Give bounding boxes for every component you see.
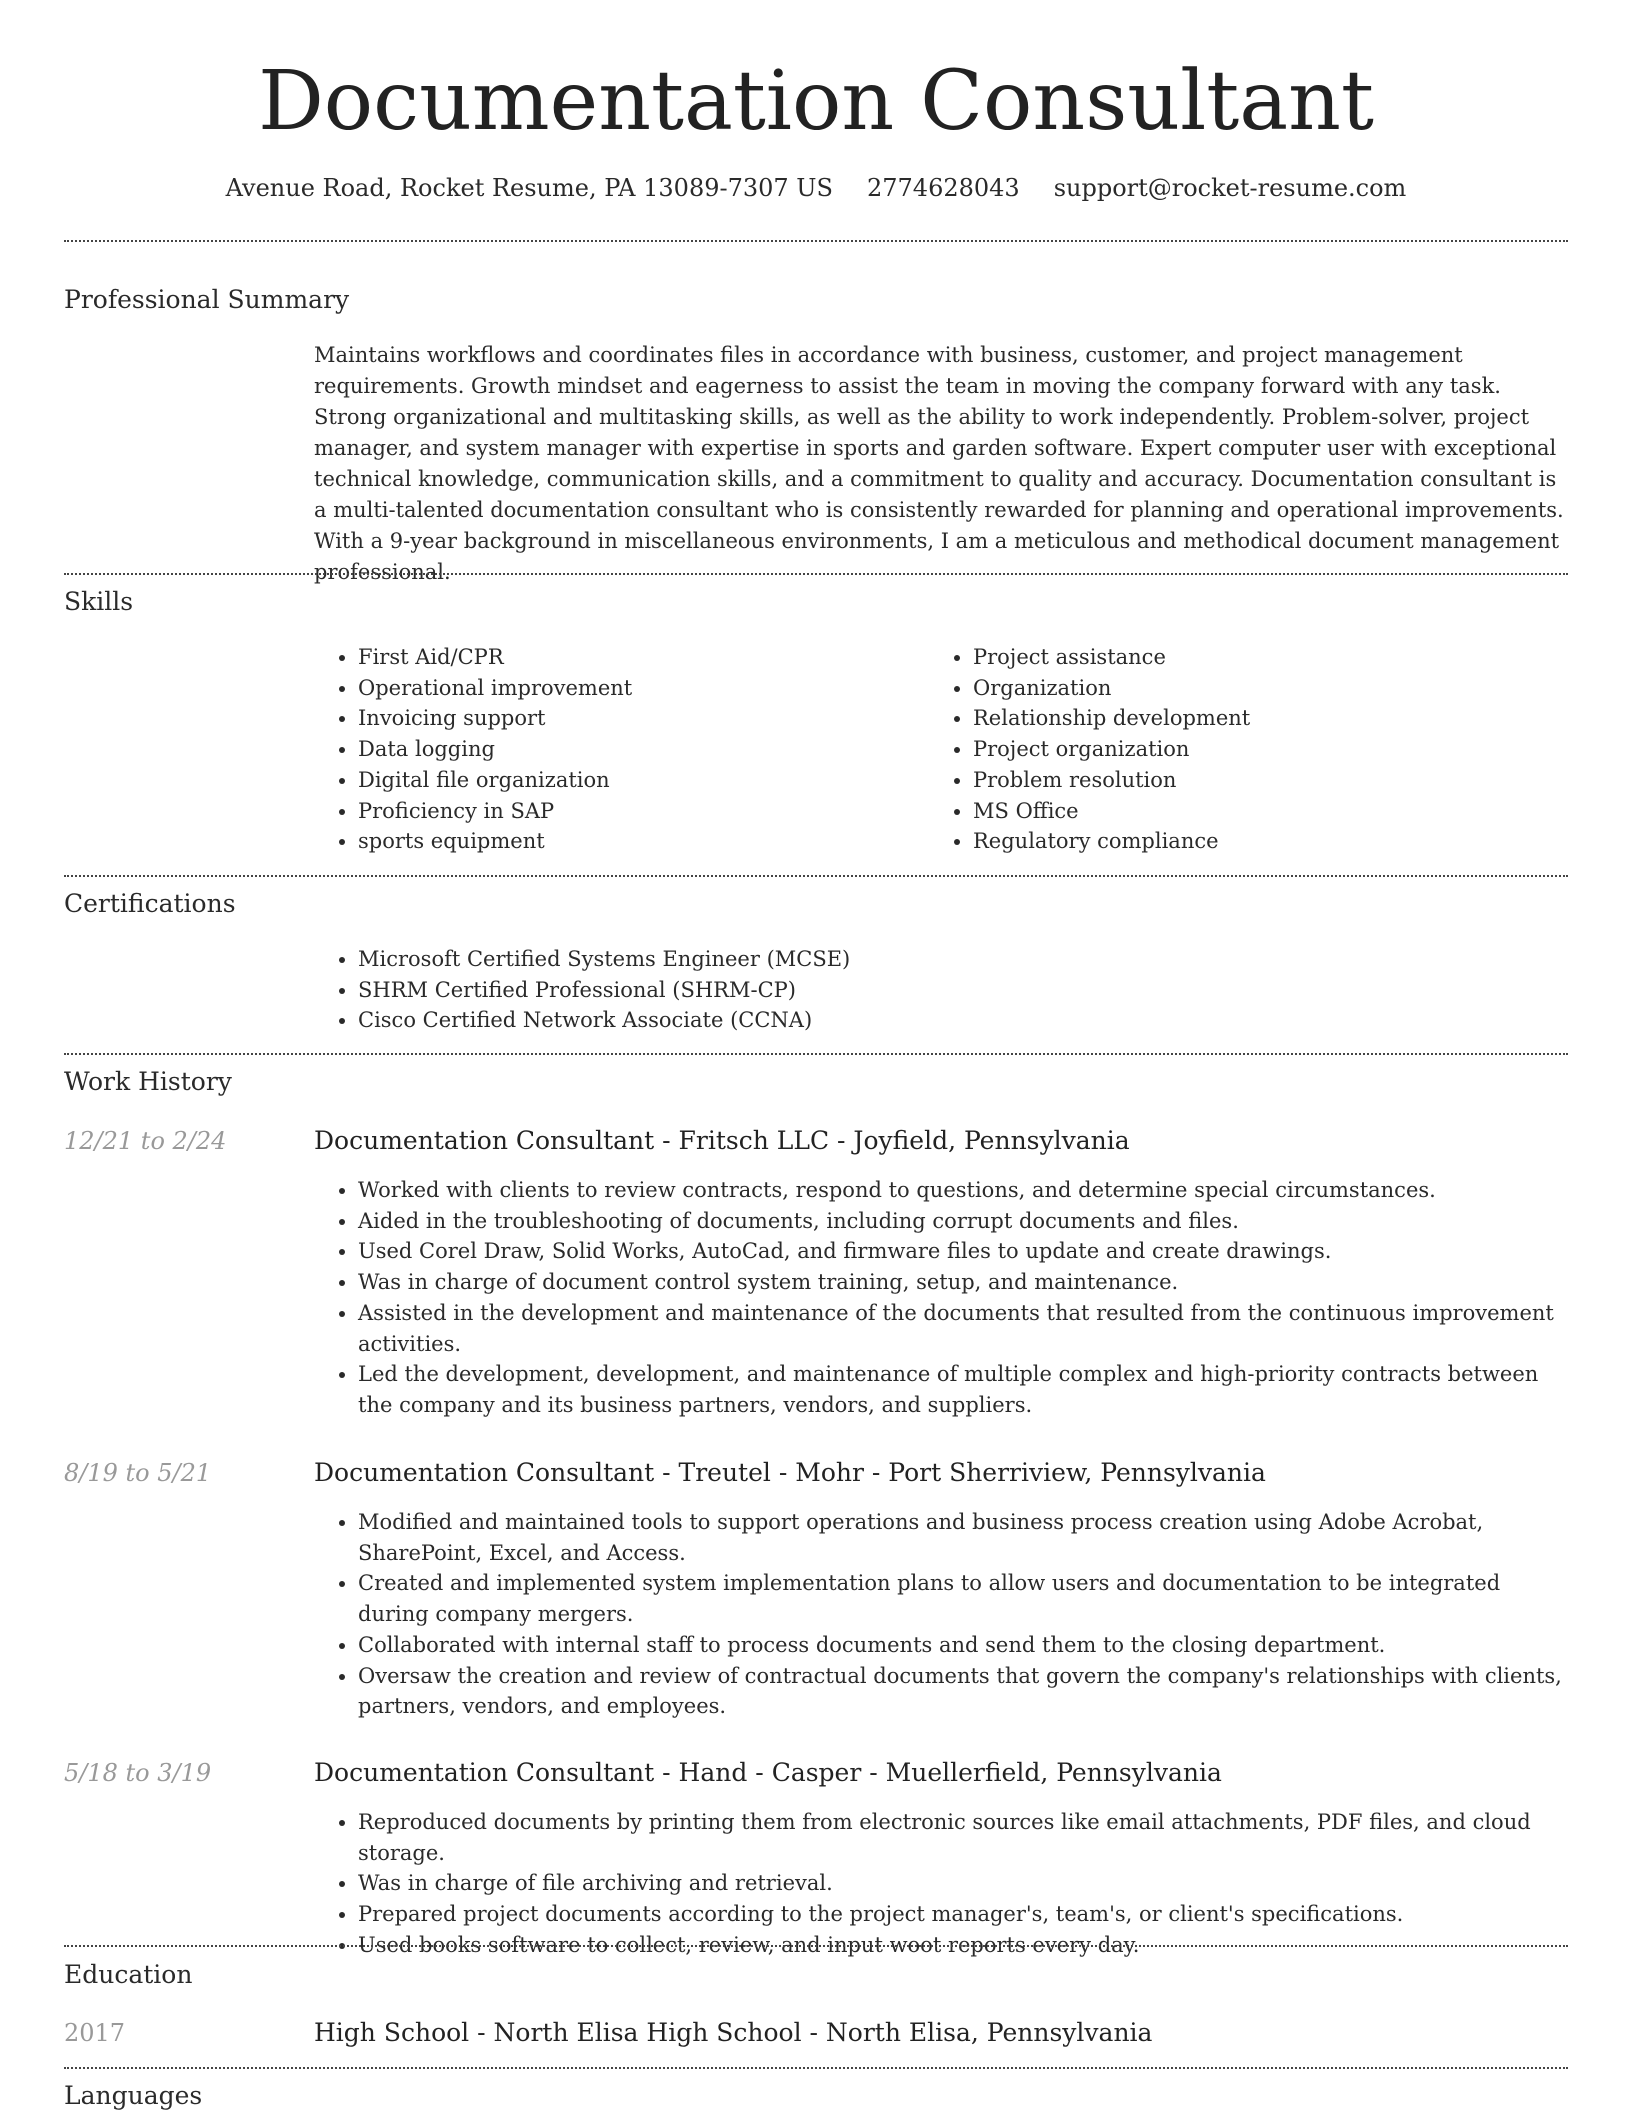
section-divider — [64, 240, 1568, 242]
section-title-work-history: Work History — [64, 1067, 232, 1096]
section-divider — [64, 1945, 1568, 1947]
contact-line — [0, 172, 1632, 204]
job-bullet: • Used books software to collect, review, and input woot reports every day. — [358, 1930, 1598, 1961]
certification-item: • Cisco Certified Network Associate (CCNA) — [358, 1005, 1568, 1036]
skill-item: • Proficiency in SAP — [358, 796, 918, 827]
skill-item: • MS Office — [973, 796, 1573, 827]
job-bullet: • Created and implemented system implementation plans to allow users and documentation to be integrated during company mergers. — [358, 1568, 1568, 1629]
skill-item: • Digital file organization — [358, 765, 918, 796]
job-dates: 12/21 to 2/24 — [64, 1127, 227, 1155]
job-bullet: • Oversaw the creation and review of contractual documents that govern the company's relationships with clients, partners, vendors, and employees. — [358, 1661, 1568, 1722]
job-dates: 5/18 to 3/19 — [64, 1759, 212, 1787]
job-bullet: • Modified and maintained tools to support operations and business process creation using Adobe Acrobat, SharePoint, Excel, and Access. — [358, 1507, 1568, 1568]
skill-item: • Regulatory compliance — [973, 826, 1573, 857]
skills-list-left — [314, 642, 918, 857]
job-heading: Documentation Consultant - Treutel - Mohr - Port Sherriview, Pennsylvania — [314, 1458, 1266, 1487]
job-bullets — [314, 1507, 1568, 1722]
section-title-certifications: Certifications — [64, 889, 236, 918]
job-bullet: • Prepared project documents according to the project manager's, team's, or client's specifications. — [358, 1899, 1598, 1930]
job-bullet: • Led the development, development, and maintenance of multiple complex and high-priority contracts between the company and its business partners, vendors, and suppliers. — [358, 1359, 1568, 1420]
skill-item: • Data logging — [358, 734, 918, 765]
section-title-summary: Professional Summary — [64, 285, 350, 314]
skill-item: • Invoicing support — [358, 703, 918, 734]
contact-email: support@rocket-resume.com — [1053, 174, 1407, 202]
skill-item: • Operational improvement — [358, 673, 918, 704]
job-bullets — [314, 1807, 1598, 1961]
section-divider — [64, 2067, 1568, 2069]
certification-item: • SHRM Certified Professional (SHRM-CP) — [358, 975, 1568, 1006]
section-title-education: Education — [64, 1960, 193, 1989]
job-bullet: • Worked with clients to review contracts, respond to questions, and determine special circumstances. — [358, 1175, 1568, 1206]
job-bullet: • Was in charge of document control system training, setup, and maintenance. — [358, 1267, 1568, 1298]
contact-phone: 2774628043 — [866, 174, 1020, 202]
section-divider — [64, 1053, 1568, 1055]
section-title-languages: Languages — [64, 2081, 203, 2110]
skill-item: • Relationship development — [973, 703, 1573, 734]
candidate-name: Documentation Consultant — [258, 54, 1374, 149]
contact-address: Avenue Road, Rocket Resume, PA 13089-7307 US — [225, 174, 833, 202]
education-year: 2017 — [64, 2019, 126, 2047]
skills-list-right — [929, 642, 1573, 857]
summary-text: Maintains workflows and coordinates files in accordance with business, customer, and project management requirements. Growth mindset and eagerness to assist the team in moving the company forward with any task. Strong organizational and multitasking skills, as well as the ability to work independently. Problem-solver, project manager, and system manager with expertise in sports and garden software. Expert computer user with exceptional technical knowledge, communication skills, and a commitment to quality and accuracy. Documentation consultant is a multi-talented documentation consultant who is consistently rewarded for planning and operational improvements. With a 9-year background in miscellaneous environments, I am a meticulous and methodical document management professional. — [314, 343, 1564, 584]
job-bullet: • Assisted in the development and maintenance of the documents that resulted from the continuous improvement activities. — [358, 1298, 1568, 1359]
job-bullets — [314, 1175, 1568, 1421]
job-bullet: • Reproduced documents by printing them from electronic sources like email attachments, PDF files, and cloud storage. — [358, 1807, 1598, 1868]
certification-item: • Microsoft Certified Systems Engineer (MCSE) — [358, 944, 1568, 975]
skill-item: • Project organization — [973, 734, 1573, 765]
job-heading: Documentation Consultant - Fritsch LLC - Joyfield, Pennsylvania — [314, 1126, 1130, 1155]
skill-item: • Project assistance — [973, 642, 1573, 673]
skill-item: • Problem resolution — [973, 765, 1573, 796]
section-divider — [64, 573, 1568, 575]
job-bullet: • Used Corel Draw, Solid Works, AutoCad, and firmware files to update and create drawings. — [358, 1236, 1568, 1267]
job-heading: Documentation Consultant - Hand - Casper - Muellerfield, Pennsylvania — [314, 1758, 1222, 1787]
education-heading: High School - North Elisa High School - North Elisa, Pennsylvania — [314, 2018, 1153, 2047]
job-bullet: • Was in charge of file archiving and retrieval. — [358, 1868, 1598, 1899]
job-bullet: • Collaborated with internal staff to process documents and send them to the closing department. — [358, 1630, 1568, 1661]
section-title-skills: Skills — [64, 587, 134, 616]
job-bullet: • Aided in the troubleshooting of documents, including corrupt documents and files. — [358, 1206, 1568, 1237]
certifications-list — [314, 944, 1568, 1036]
job-dates: 8/19 to 5/21 — [64, 1459, 212, 1487]
skill-item: • sports equipment — [358, 826, 918, 857]
section-divider — [64, 875, 1568, 877]
skill-item: • First Aid/CPR — [358, 642, 918, 673]
skill-item: • Organization — [973, 673, 1573, 704]
